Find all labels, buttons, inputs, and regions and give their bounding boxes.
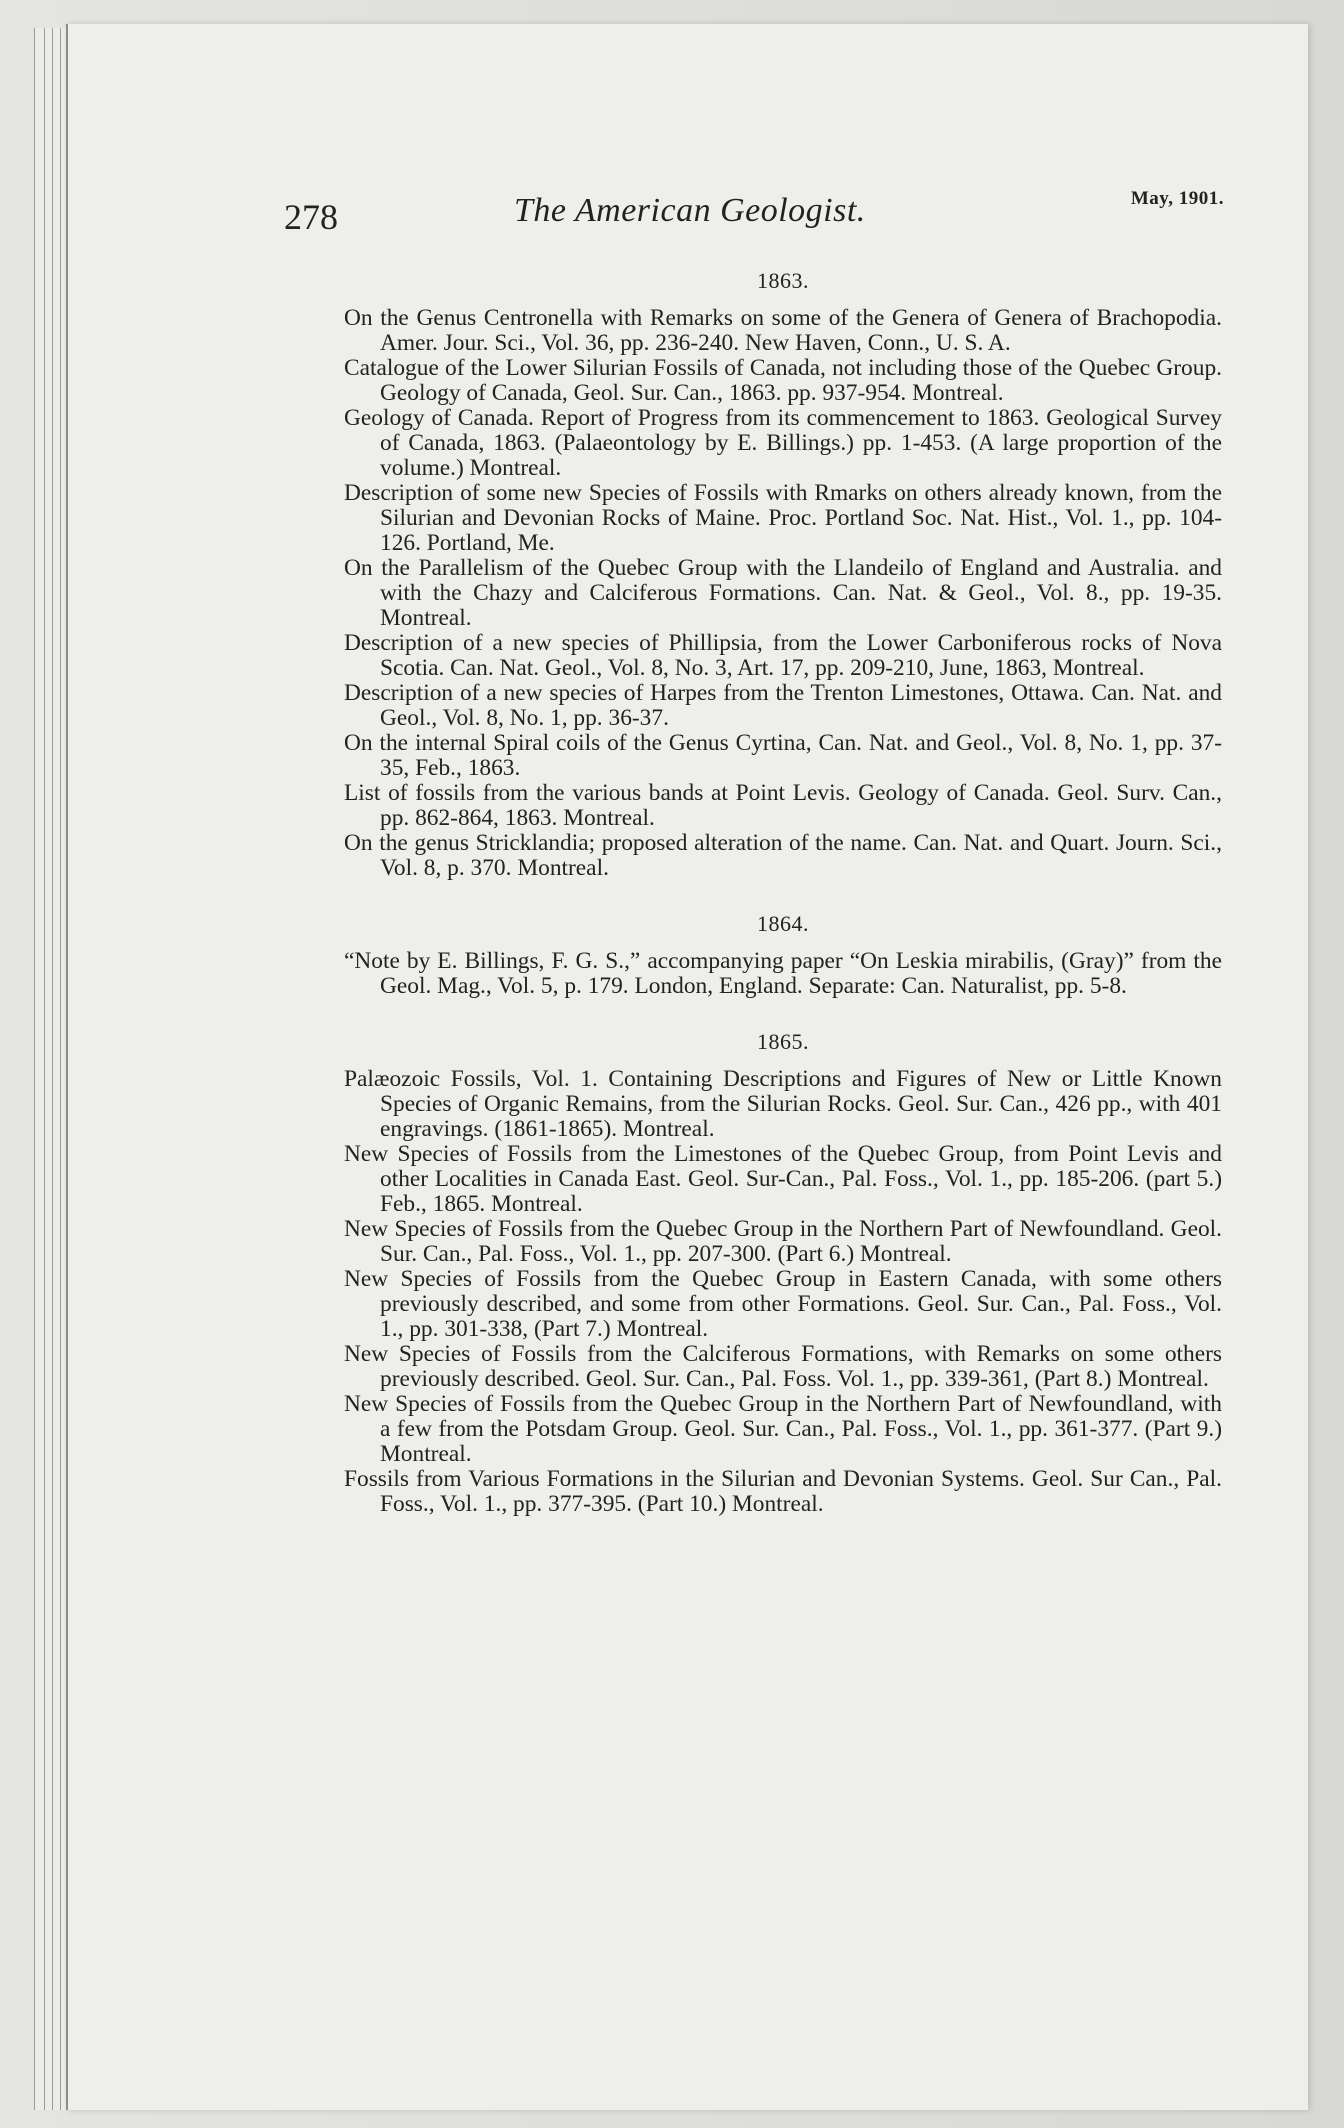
bibliography-entry: On the Parallelism of the Quebec Group with the Llandeilo of England and Australia. and with the Chazy and Calciferous Formations. Can. Nat. & Geol., Vol. 8., pp. 19-35. Montreal. [344,555,1222,631]
bibliography-entry: Fossils from Various Formations in the Silurian and Devonian Systems. Geol. Sur Can., Pal. Foss., Vol. 1., pp. 377-395. (Part 10.) Montreal. [344,1466,1222,1517]
year-section-1865 [344,1029,1222,1517]
issue-date: May, 1901. [1130,188,1224,209]
bibliography-entry: New Species of Fossils from the Quebec Group in the Northern Part of Newfoundland, with a few from the Potsdam Group. Geol. Sur. Can., Pal. Foss., Vol. 1., pp. 361-377. (Part 9.) Montreal. [344,1391,1222,1467]
bibliography-entry: On the Genus Centronella with Remarks on some of the Genera of Genera of Brachopodia. Amer. Jour. Sci., Vol. 36, pp. 236-240. New Haven, Conn., U. S. A. [344,305,1222,356]
bibliography-entry: List of fossils from the various bands at Point Levis. Geology of Canada. Geol. Surv. Can., pp. 862-864, 1863. Montreal. [344,780,1222,831]
bibliography-entry: New Species of Fossils from the Quebec Group in the Northern Part of Newfoundland. Geol. Sur. Can., Pal. Foss., Vol. 1., pp. 207-300. (Part 6.) Montreal. [344,1216,1222,1267]
year-heading: 1863. [757,268,809,293]
journal-title: The American Geologist. [514,192,866,229]
bibliography-entry: New Species of Fossils from the Calciferous Formations, with Remarks on some others previously described. Geol. Sur. Can., Pal. Foss. Vol. 1., pp. 339-361, (Part 8.) Montreal. [344,1341,1222,1392]
page-number: 278 [284,197,338,237]
year-section-1863 [344,268,1222,881]
year-heading: 1864. [757,911,809,936]
bibliography-entry: On the genus Stricklandia; proposed alteration of the name. Can. Nat. and Quart. Journ. Sci., Vol. 8, p. 370. Montreal. [344,830,1222,881]
year-heading: 1865. [757,1029,809,1054]
bibliography-entry: New Species of Fossils from the Quebec Group in Eastern Canada, with some others previously described, and some from other Formations. Geol. Sur. Can., Pal. Foss., Vol. 1., pp. 301-338, (Part 7.) Montreal. [344,1266,1222,1342]
bibliography-entry: Description of some new Species of Fossils with Rmarks on others already known, from the Silurian and Devonian Rocks of Maine. Proc. Portland Soc. Nat. Hist., Vol. 1., pp. 104-126. Portland, Me. [344,480,1222,556]
running-head [284,188,1224,238]
bibliography-entry: Geology of Canada. Report of Progress from its commencement to 1863. Geological Survey of Canada, 1863. (Palaeontology by E. Billings.) pp. 1-453. (A large proportion of the volume.) Montreal. [344,405,1222,481]
bibliography-entry: Palæozoic Fossils, Vol. 1. Containing Descriptions and Figures of New or Little Known Species of Organic Remains, from the Silurian Rocks. Geol. Sur. Can., 426 pp., with 401 engravings. (1861-1865). Montreal. [344,1066,1222,1142]
bibliography-entry: Description of a new species of Harpes from the Trenton Limestones, Ottawa. Can. Nat. and Geol., Vol. 8, No. 1, pp. 36-37. [344,680,1222,731]
bibliography-entry: “Note by E. Billings, F. G. S.,” accompanying paper “On Leskia mirabilis, (Gray)” from the Geol. Mag., Vol. 5, p. 179. London, England. Separate: Can. Naturalist, pp. 5-8. [344,948,1222,999]
bibliography-entry: On the internal Spiral coils of the Genus Cyrtina, Can. Nat. and Geol., Vol. 8, No. 1, pp. 37-35, Feb., 1863. [344,730,1222,781]
bibliography-entry: Description of a new species of Phillipsia, from the Lower Carboniferous rocks of Nova Scotia. Can. Nat. Geol., Vol. 8, No. 3, Art. 17, pp. 209-210, June, 1863, Montreal. [344,630,1222,681]
bibliography-body [344,258,1222,1517]
bibliography-entry: Catalogue of the Lower Silurian Fossils of Canada, not including those of the Quebec Group. Geology of Canada, Geol. Sur. Can., 1863. pp. 937-954. Montreal. [344,355,1222,406]
bibliography-entry: New Species of Fossils from the Limestones of the Quebec Group, from Point Levis and other Localities in Canada East. Geol. Sur-Can., Pal. Foss., Vol. 1., pp. 185-206. (part 5.) Feb., 1865. Montreal. [344,1141,1222,1217]
year-section-1864 [344,911,1222,999]
